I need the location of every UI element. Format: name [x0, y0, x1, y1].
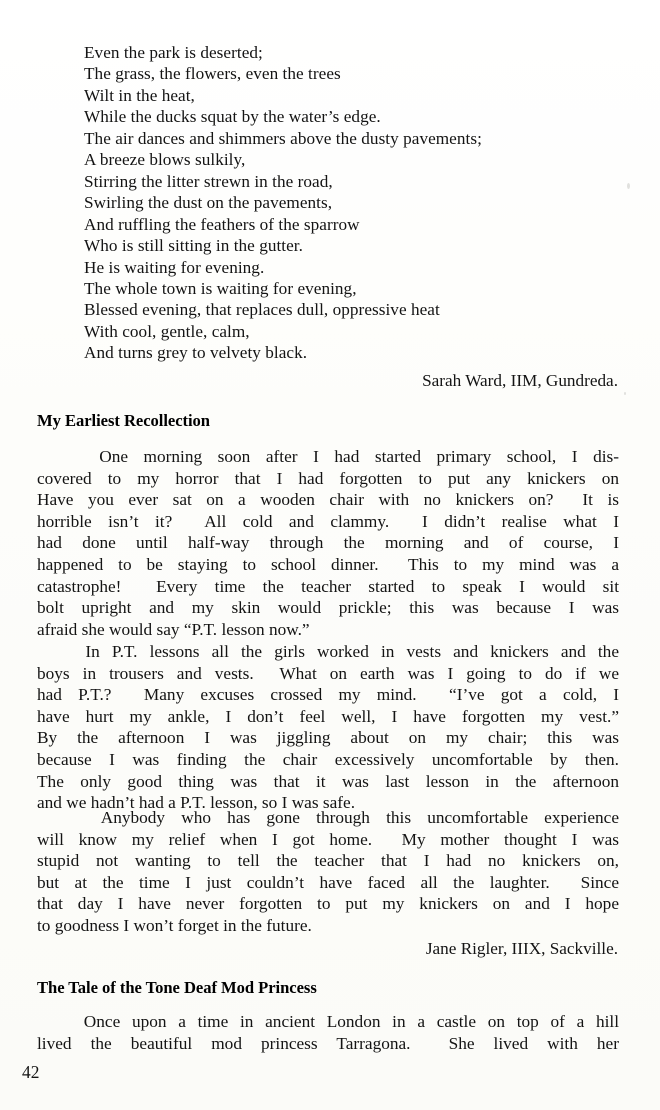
text-line: have hurt my ankle, I don’t feel well, I have forgotten my vest.”	[37, 706, 619, 726]
text-line: One morning soon after I had started primary school, I dis-	[37, 447, 619, 466]
text-line: catastrophe! Every time the teacher started to speak I would sit	[37, 576, 619, 596]
text-line: because I was finding the chair excessively uncomfortable by then.	[37, 749, 619, 769]
text-line: Once upon a time in ancient London in a castle on top of a hill	[37, 1012, 619, 1031]
poem-line: He is waiting for evening.	[84, 257, 265, 277]
text-line: lived the beautiful mod princess Tarragona. She lived with her	[37, 1033, 619, 1053]
poem-line: The whole town is waiting for evening,	[84, 278, 357, 298]
section-heading-my-earliest-recollection: My Earliest Recollection	[37, 411, 210, 430]
text-line: horrible isn’t it? All cold and clammy. I didn’t realise what I	[37, 511, 619, 531]
paragraph-recollection-3	[37, 807, 619, 937]
text-line: but at the time I just couldn’t have faced all the laughter. Since	[37, 872, 619, 892]
text-line: bolt upright and my skin would prickle; this was because I was	[37, 598, 619, 618]
poem-line: Who is still sitting in the gutter.	[84, 236, 303, 256]
poem-line: A breeze blows sulkily,	[84, 150, 246, 170]
poem-line: Swirling the dust on the pavements,	[84, 193, 333, 213]
paragraph-recollection-2	[37, 641, 619, 814]
text-line: had done until half-way through the morning and of course, I	[37, 533, 619, 553]
poem-line: And ruffling the feathers of the sparrow	[84, 214, 360, 234]
poem-line: The air dances and shimmers above the dusty pavements;	[84, 128, 482, 148]
text-line: will know my relief when I got home. My mother thought I was	[37, 829, 619, 849]
text-line: Anybody who has gone through this uncomfortable experience	[37, 808, 619, 827]
text-line: By the afternoon I was jiggling about on my chair; this was	[37, 728, 619, 748]
text-line: had P.T.? Many excuses crossed my mind. “I’ve got a cold, I	[37, 685, 619, 705]
page-number: 42	[22, 1062, 40, 1082]
scan-speck	[624, 392, 626, 395]
poem-line: Stirring the litter strewn in the road,	[84, 171, 333, 191]
text-line: stupid not wanting to tell the teacher that I had no knickers on,	[37, 851, 619, 871]
poem-block	[84, 42, 614, 364]
poem-line: And turns grey to velvety black.	[84, 343, 308, 363]
text-line: In P.T. lessons all the girls worked in vests and knickers and the	[37, 642, 619, 661]
text-line: happened to be staying to school dinner. This to my mind was a	[37, 554, 619, 574]
poem-line: Even the park is deserted;	[84, 43, 263, 62]
paragraph-princess-1	[37, 1011, 619, 1054]
poem-line: Blessed evening, that replaces dull, oppressive heat	[84, 300, 440, 320]
poem-line: With cool, gentle, calm,	[84, 321, 250, 341]
scan-speck	[627, 183, 630, 189]
recollection-attribution: Jane Rigler, IIIX, Sackville.	[425, 939, 618, 958]
section-heading-tone-deaf-mod-princess: The Tale of the Tone Deaf Mod Princess	[37, 978, 317, 997]
text-line: The only good thing was that it was last lesson in the afternoon	[37, 771, 619, 791]
text-line: boys in trousers and vests. What on earth was I going to do if we	[37, 663, 619, 683]
poem-line: The grass, the flowers, even the trees	[84, 64, 341, 84]
text-line: Have you ever sat on a wooden chair with no knickers on? It is	[37, 490, 619, 510]
text-line: and we hadn’t had a P.T. lesson, so I was safe.	[37, 793, 356, 813]
text-line: to goodness I won’t forget in the future.	[37, 915, 312, 935]
paragraph-recollection-1	[37, 446, 619, 640]
text-line: afraid she would say “P.T. lesson now.”	[37, 619, 310, 639]
poem-attribution: Sarah Ward, IIM, Gundreda.	[422, 371, 618, 390]
poem-line: While the ducks squat by the water’s edge.	[84, 107, 381, 127]
text-line: covered to my horror that I had forgotten to put any knickers on	[37, 468, 619, 488]
text-line: that day I have never forgotten to put my knickers on and I hope	[37, 894, 619, 914]
poem-line: Wilt in the heat,	[84, 85, 195, 105]
